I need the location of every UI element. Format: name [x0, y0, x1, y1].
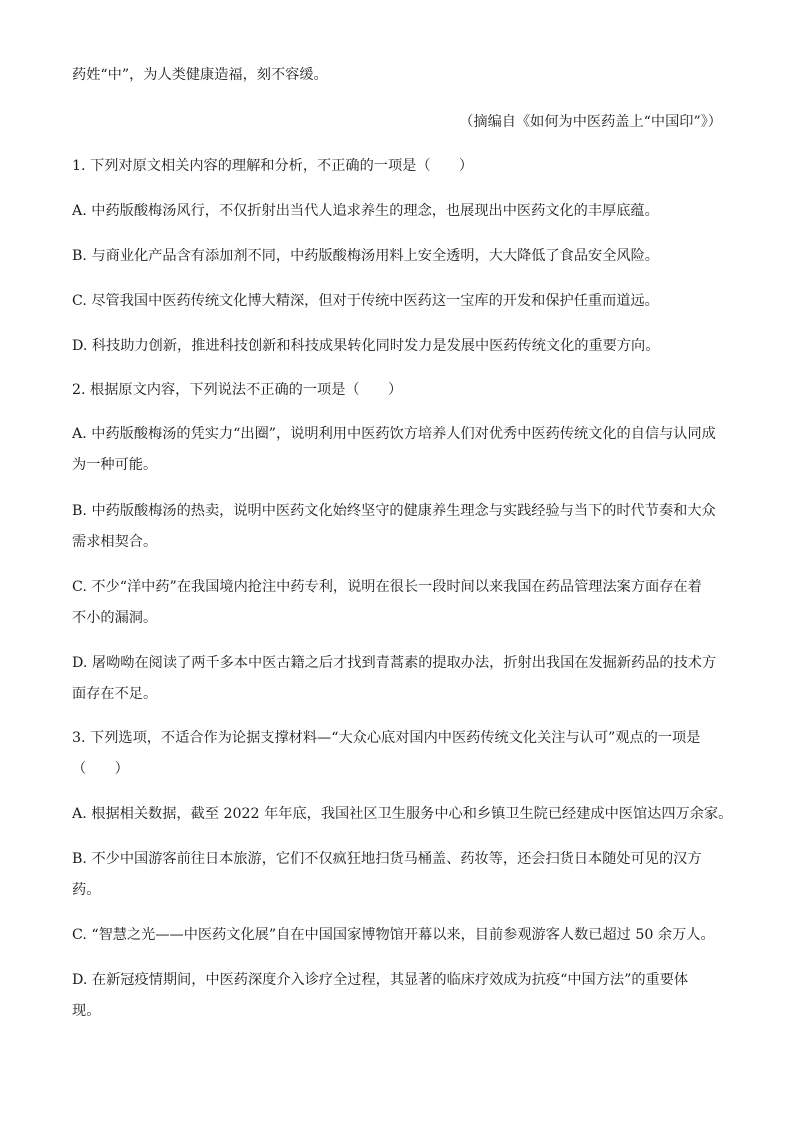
q2-option-c-line1: C. 不少“洋中药”在我国境内抢注中药专利，说明在很长一段时间以来我国在药品管理法案方面存在着 [72, 579, 702, 595]
q1-option-c: C. 尽管我国中医药传统文化博大精深，但对于传统中医药这一宝库的开发和保护任重而道远。 [72, 293, 659, 309]
q3-option-d-line2: 现。 [72, 1003, 101, 1019]
q1-option-b: B. 与商业化产品含有添加剂不同，中药版酸梅汤用料上安全透明，大大降低了食品安全风险。 [72, 248, 659, 264]
q3-option-b-line1: B. 不少中国游客前往日本旅游，它们不仅疯狂地扫货马桶盖、药妆等，还会扫货日本随处可见的汉方 [72, 851, 702, 867]
q2-option-d-line2: 面存在不足。 [72, 686, 158, 702]
q2-option-b-line2: 需求相契合。 [72, 534, 158, 550]
q2-option-d-line1: D. 屠呦呦在阅读了两千多本中医古籍之后才找到青蒿素的提取办法，折射出我国在发掘新药品的技术方 [72, 655, 717, 671]
q3-option-b-line2: 药。 [72, 882, 101, 898]
q1-option-a: A. 中药版酸梅汤风行，不仅折射出当代人追求养生的理念，也展现出中医药文化的丰厚底蕴。 [72, 203, 659, 219]
question-3-line2: （ ） [72, 761, 129, 777]
q2-option-a-line2: 为一种可能。 [72, 457, 158, 473]
q2-option-b-line1: B. 中药版酸梅汤的热卖，说明中医药文化始终坚守的健康养生理念与实践经验与当下的时代节奏和大众 [72, 503, 716, 519]
q3-option-a: A. 根据相关数据，截至 2022 年年底，我国社区卫生服务中心和乡镇卫生院已经建成中医馆达四万余家。 [72, 806, 733, 822]
q3-option-c: C. “智慧之光——中医药文化展”自在中国国家博物馆开幕以来，目前参观游客人数已超过 50 余万人。 [72, 927, 715, 943]
source-citation: （摘编自《如何为中医药盖上“中国印”》） [459, 114, 722, 130]
q3-option-d-line1: D. 在新冠疫情期间，中医药深度介入诊疗全过程，其显著的临床疗效成为抗疫“中国方法”的重要体 [72, 972, 689, 988]
question-2: 2. 根据原文内容，下列说法不正确的一项是（ ） [72, 382, 403, 398]
paragraph-ending: 药姓“中”，为人类健康造福，刻不容缓。 [72, 67, 328, 83]
question-1: 1. 下列对原文相关内容的理解和分析，不正确的一项是（ ） [72, 158, 474, 174]
q2-option-a-line1: A. 中药版酸梅汤的凭实力“出圈”，说明利用中医药饮方培养人们对优秀中医药传统文化的自信与认同成 [72, 426, 716, 442]
q1-option-d: D. 科技助力创新，推进科技创新和科技成果转化同时发力是发展中医药传统文化的重要方向。 [72, 338, 660, 354]
q2-option-c-line2: 不小的漏洞。 [72, 610, 158, 626]
question-3-line1: 3. 下列选项，不适合作为论据支撑材料—“大众心底对国内中医药传统文化关注与认可”观点的一项是 [72, 730, 701, 746]
